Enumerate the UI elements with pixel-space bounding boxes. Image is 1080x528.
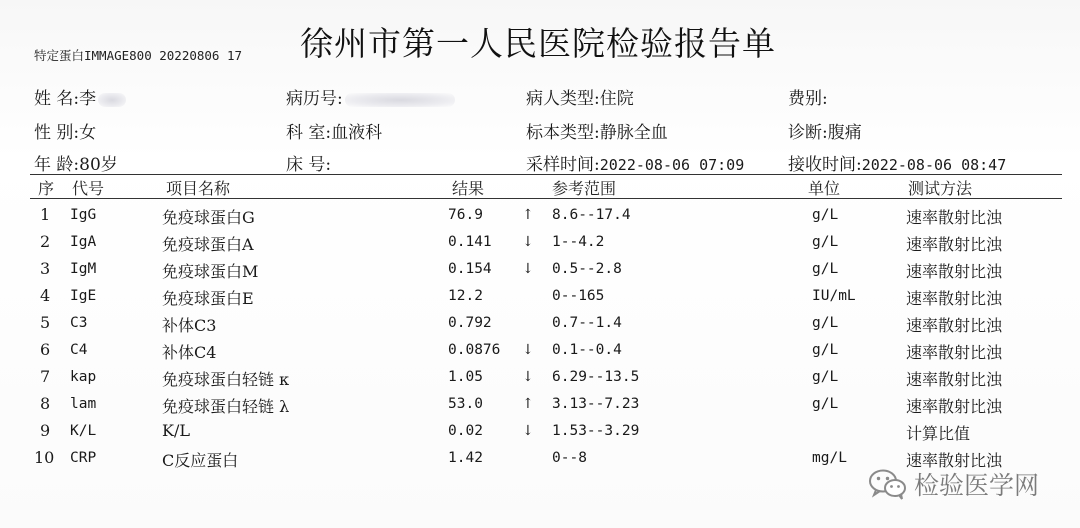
- row-method: 速率散射比浊: [906, 370, 1003, 389]
- row-name: K/L: [162, 421, 190, 440]
- instrument-subtitle: 特定蛋白IMMAGE800 20220806 17: [34, 48, 243, 63]
- row-method: 计算比值: [906, 424, 971, 443]
- type-value: 住院: [599, 89, 634, 109]
- diag-value: 腹痛: [827, 123, 862, 143]
- col-code-header: 代号: [72, 179, 105, 198]
- row-seq: 10: [34, 448, 55, 467]
- row-method: 速率散射比浊: [906, 208, 1003, 227]
- row-code: K/L: [70, 423, 97, 439]
- fee-label: 费别:: [788, 89, 828, 109]
- table-row: [0, 367, 1080, 393]
- name-label: 姓 名:: [34, 89, 80, 109]
- row-method: 速率散射比浊: [906, 397, 1003, 416]
- receive-time: [788, 150, 1006, 175]
- row-range: 1.53--3.29: [552, 423, 640, 439]
- row-method: 速率散射比浊: [906, 262, 1003, 281]
- row-range: 0.1--0.4: [552, 342, 622, 358]
- row-code: C4: [70, 342, 88, 358]
- patient-age: [34, 150, 118, 175]
- report-title: 徐州市第一人民医院检验报告单: [300, 24, 776, 63]
- row-unit: mg/L: [812, 450, 847, 466]
- row-code: IgM: [70, 261, 97, 277]
- row-name: 免疫球蛋白G: [162, 208, 255, 227]
- watermark-text: 检验医学网: [914, 471, 1040, 500]
- row-range: 0.5--2.8: [552, 261, 622, 277]
- name-value: 李: [79, 89, 97, 109]
- row-unit: g/L: [812, 315, 839, 331]
- sample-value: 静脉全血: [599, 123, 668, 143]
- collect-time: [526, 150, 744, 175]
- wechat-icon: [868, 468, 908, 500]
- row-unit: g/L: [812, 396, 839, 412]
- row-name: 免疫球蛋白M: [162, 262, 259, 281]
- row-result: 53.0: [448, 396, 483, 412]
- row-result: 1.42: [448, 450, 483, 466]
- table-row: [0, 232, 1080, 258]
- row-name: 免疫球蛋白A: [162, 235, 254, 254]
- col-unit-header: 单位: [808, 179, 841, 198]
- row-result: 12.2: [448, 288, 483, 304]
- patient-type: [526, 84, 634, 109]
- row-range: 1--4.2: [552, 234, 605, 250]
- row-name: 补体C4: [162, 343, 217, 362]
- sample-label: 标本类型:: [526, 123, 600, 143]
- row-result: 76.9: [448, 207, 483, 223]
- row-range: 6.29--13.5: [552, 369, 640, 385]
- department: [286, 118, 382, 143]
- table-row: [0, 421, 1080, 447]
- row-code: C3: [70, 315, 88, 331]
- redaction-blur: [98, 93, 126, 107]
- row-flag: ↓: [522, 234, 534, 250]
- row-unit: g/L: [812, 342, 839, 358]
- dept-value: 血液科: [331, 123, 383, 143]
- patient-name: [34, 84, 126, 109]
- table-row: [0, 259, 1080, 285]
- sample-type: [526, 118, 668, 143]
- row-range: 3.13--7.23: [552, 396, 640, 412]
- row-name: 免疫球蛋白轻链 λ: [162, 397, 290, 416]
- row-range: 0.7--1.4: [552, 315, 622, 331]
- row-range: 0--165: [552, 288, 605, 304]
- row-name: 免疫球蛋白E: [162, 289, 254, 308]
- table-row: [0, 205, 1080, 231]
- row-code: lam: [70, 396, 97, 412]
- row-code: IgA: [70, 234, 97, 250]
- redaction-blur: [345, 93, 455, 107]
- col-method-header: 测试方法: [908, 179, 973, 198]
- row-seq: 8: [40, 394, 51, 413]
- row-name: 免疫球蛋白轻链 κ: [162, 370, 290, 389]
- col-name-header: 项目名称: [166, 179, 231, 198]
- row-flag: ↓: [522, 423, 534, 439]
- row-result: 0.141: [448, 234, 492, 250]
- row-seq: 2: [40, 232, 51, 251]
- sex-label: 性 别:: [34, 123, 80, 143]
- row-unit: g/L: [812, 369, 839, 385]
- row-unit: IU/mL: [812, 288, 856, 304]
- row-unit: g/L: [812, 261, 839, 277]
- row-name: 补体C3: [162, 316, 217, 335]
- row-method: 速率散射比浊: [906, 451, 1003, 470]
- row-method: 速率散射比浊: [906, 289, 1003, 308]
- row-flag: ↓: [522, 342, 534, 358]
- divider: [30, 198, 1062, 199]
- row-result: 1.05: [448, 369, 483, 385]
- age-value: 80岁: [79, 155, 118, 175]
- col-result-header: 结果: [452, 179, 485, 198]
- record-label: 病历号:: [286, 89, 343, 109]
- row-result: 0.02: [448, 423, 483, 439]
- row-seq: 1: [40, 205, 51, 224]
- table-row: [0, 286, 1080, 312]
- col-seq-header: 序: [38, 179, 55, 198]
- table-row: [0, 340, 1080, 366]
- collect-value: 2022-08-06 07:09: [599, 156, 745, 174]
- row-flag: ↓: [522, 369, 534, 385]
- type-label: 病人类型:: [526, 89, 600, 109]
- diagnosis: [788, 118, 862, 143]
- row-code: IgG: [70, 207, 97, 223]
- row-flag: ↓: [522, 261, 534, 277]
- bed-label: 床 号:: [286, 155, 332, 175]
- row-seq: 9: [40, 421, 51, 440]
- col-range-header: 参考范围: [552, 179, 617, 198]
- receive-value: 2022-08-06 08:47: [861, 156, 1007, 174]
- sex-value: 女: [79, 123, 97, 143]
- row-flag: ↑: [522, 207, 534, 223]
- table-row: [0, 394, 1080, 420]
- row-method: 速率散射比浊: [906, 316, 1003, 335]
- row-result: 0.154: [448, 261, 492, 277]
- row-method: 速率散射比浊: [906, 343, 1003, 362]
- receive-label: 接收时间:: [788, 155, 862, 175]
- row-flag: ↑: [522, 396, 534, 412]
- patient-sex: [34, 118, 96, 143]
- row-result: 0.792: [448, 315, 492, 331]
- bed-number: [286, 150, 331, 175]
- table-row: [0, 313, 1080, 339]
- row-unit: g/L: [812, 207, 839, 223]
- row-range: 8.6--17.4: [552, 207, 631, 223]
- dept-label: 科 室:: [286, 123, 332, 143]
- row-method: 速率散射比浊: [906, 235, 1003, 254]
- row-code: CRP: [70, 450, 97, 466]
- collect-label: 采样时间:: [526, 155, 600, 175]
- divider: [30, 174, 1062, 175]
- row-code: kap: [70, 369, 97, 385]
- row-seq: 3: [40, 259, 51, 278]
- row-name: C反应蛋白: [162, 451, 239, 470]
- row-unit: g/L: [812, 234, 839, 250]
- row-seq: 6: [40, 340, 51, 359]
- watermark: [868, 466, 1039, 502]
- fee-type: [788, 84, 828, 109]
- row-range: 0--8: [552, 450, 587, 466]
- row-seq: 5: [40, 313, 51, 332]
- age-label: 年 龄:: [34, 155, 80, 175]
- row-result: 0.0876: [448, 342, 501, 358]
- row-seq: 4: [40, 286, 51, 305]
- row-seq: 7: [40, 367, 51, 386]
- diag-label: 诊断:: [788, 123, 828, 143]
- row-code: IgE: [70, 288, 97, 304]
- record-number: [286, 84, 455, 109]
